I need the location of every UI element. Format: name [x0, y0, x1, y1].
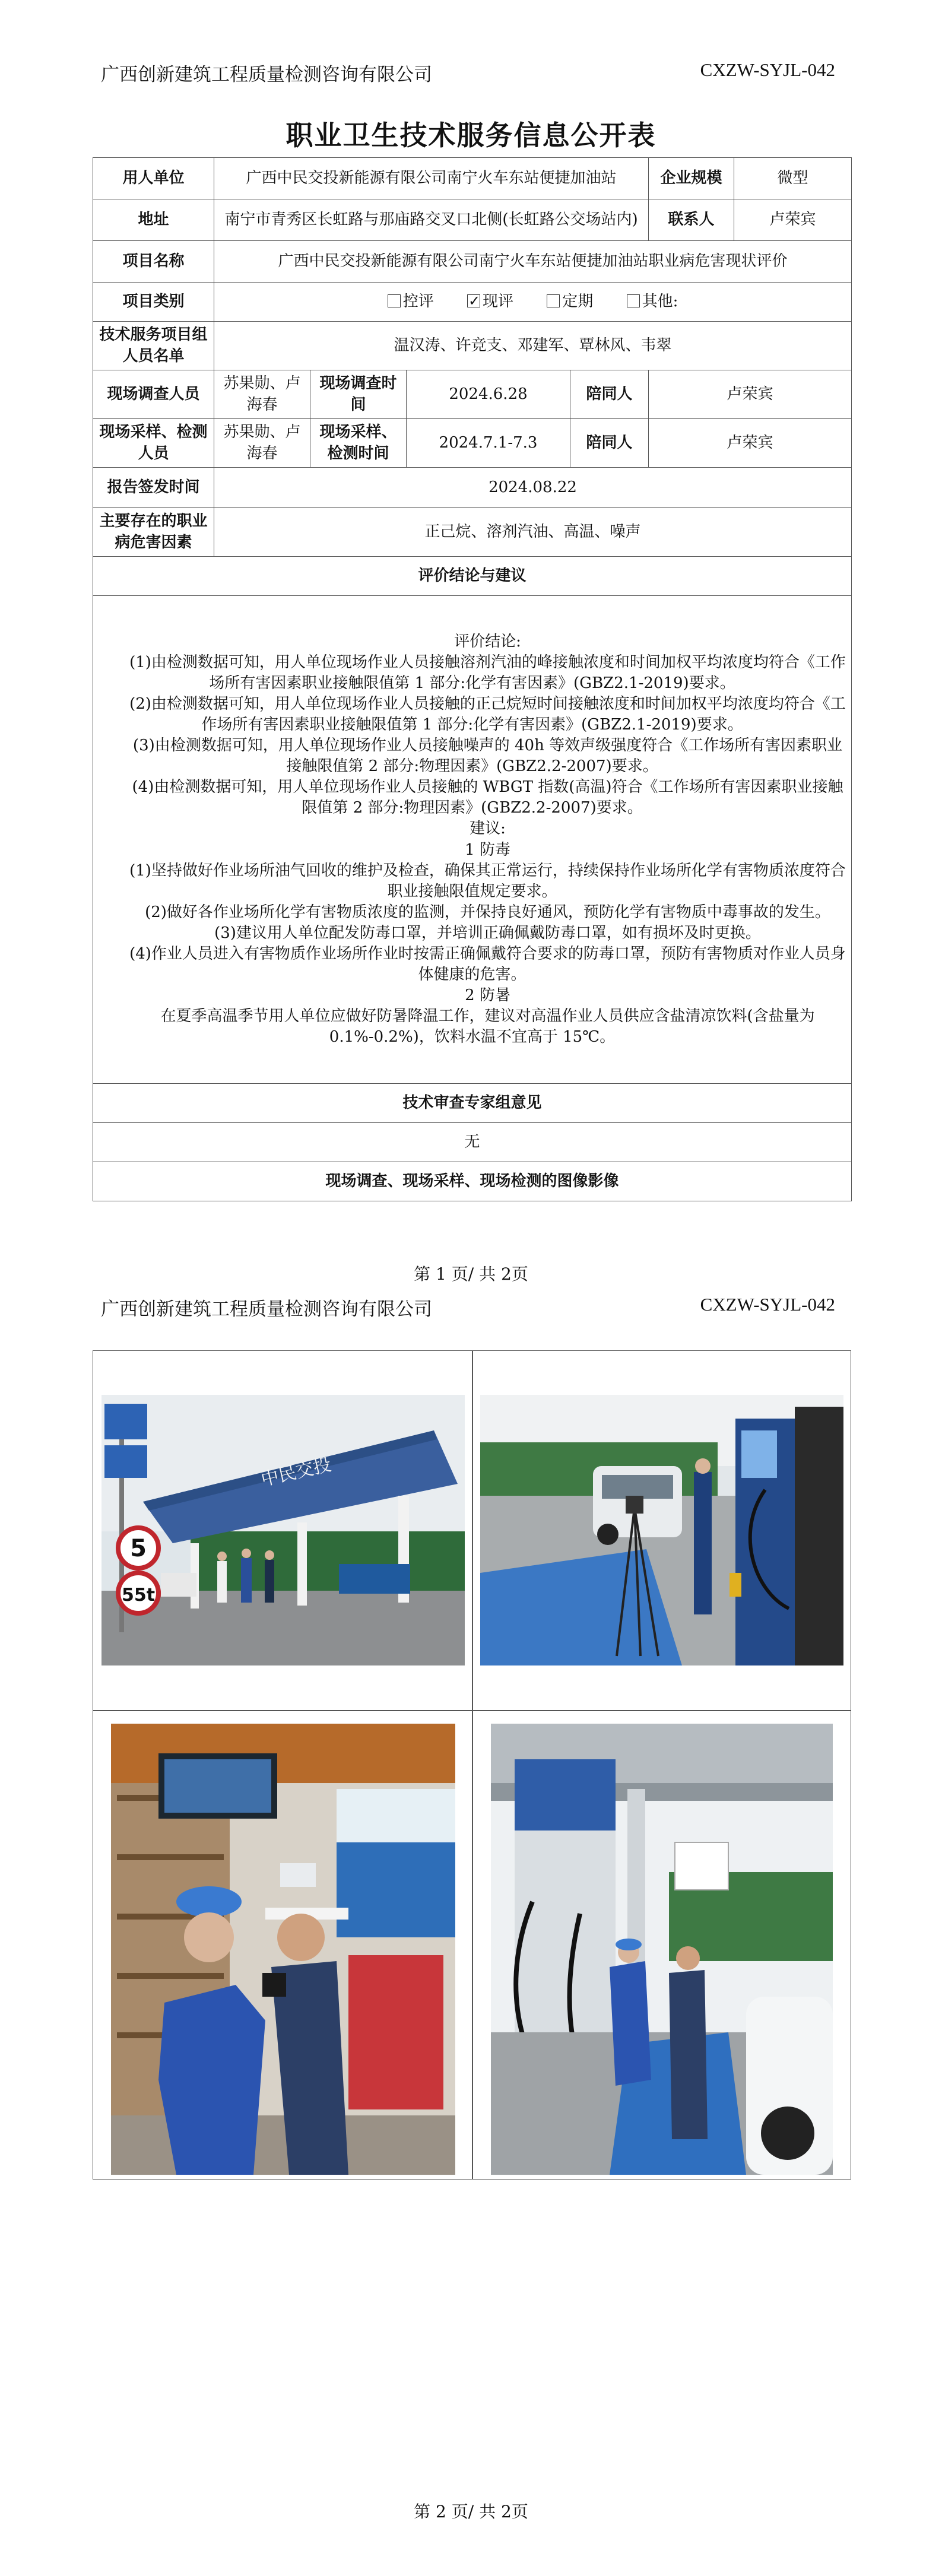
report-date-label: 报告签发时间 — [93, 468, 214, 508]
hazards-value: 正己烷、溶剂汽油、高温、噪声 — [214, 508, 852, 557]
photo-store-measurement — [111, 1724, 455, 2175]
project-value: 广西中民交投新能源有限公司南宁火车东站便捷加油站职业病危害现状评价 — [214, 241, 852, 283]
header-code: CXZW-SYJL-042 — [700, 1294, 835, 1315]
suggestion-subheading: 2 防暑 — [465, 986, 510, 1005]
address-value: 南宁市青秀区长虹路与那庙路交叉口北侧(长虹路公交场站内) — [214, 199, 649, 241]
photo-grid — [93, 1350, 851, 2180]
document-title: 职业卫生技术服务信息公开表 — [286, 119, 656, 151]
photo-gas-station-exterior — [102, 1395, 465, 1665]
report-date-value: 2024.08.22 — [214, 468, 852, 508]
checkbox-icon — [547, 294, 560, 307]
contact-value: 卢荣宾 — [734, 199, 852, 241]
page-footer-1: 第 1 页/ 共 2页 — [414, 1264, 528, 1284]
header-code: CXZW-SYJL-042 — [700, 59, 835, 80]
suggestion-line: 在夏季高温季节用人单位应做好防暑降温工作，建议对高温作业人员供应含盐清凉饮料(含盐量为 0.1%-0.2%)，饮料水温不宜高于 15℃。 — [160, 1007, 815, 1046]
grid-divider — [93, 1710, 851, 1711]
suggestion-subheading: 1 防毒 — [465, 840, 510, 859]
survey-staff-value: 苏果勋、卢海春 — [214, 370, 310, 419]
category-option-kongping[interactable]: 控评 — [388, 293, 434, 310]
escort-value: 卢荣宾 — [649, 370, 852, 419]
sampling-time-value: 2024.7.1-7.3 — [407, 419, 570, 468]
scale-label: 企业规模 — [649, 158, 734, 199]
survey-time-label: 现场调查时间 — [310, 370, 407, 419]
speed-limit-sign-text: 5 — [130, 1535, 147, 1562]
conclusion-heading: 评价结论与建议 — [93, 557, 852, 596]
team-label: 技术服务项目组人员名单 — [93, 322, 214, 370]
page-footer-2: 第 2 页/ 共 2页 — [414, 2502, 528, 2521]
escort2-label: 陪同人 — [570, 419, 649, 468]
category-option-other[interactable]: 其他: — [627, 293, 678, 310]
checkbox-icon — [388, 294, 401, 307]
conclusion-body — [93, 596, 852, 1084]
scale-value: 微型 — [734, 158, 852, 199]
category-label: 项目类别 — [93, 283, 214, 322]
employer-label: 用人单位 — [93, 158, 214, 199]
expert-value: 无 — [93, 1123, 852, 1162]
conclusion-line: (2)由检测数据可知，用人单位现场作业人员接触的正己烷短时间接触浓度和时间加权平均浓度均符合《工作场所有害因素职业接触限值第 1 部分:化学有害因素》(GBZ2.1-2019)要求。 — [129, 694, 846, 734]
conclusion-line: 评价结论: — [454, 632, 521, 651]
sampling-staff-value: 苏果勋、卢海春 — [214, 419, 310, 468]
escort-label: 陪同人 — [570, 370, 649, 419]
header-company: 广西创新建筑工程质量检测咨询有限公司 — [101, 1299, 432, 1320]
weight-limit-sign-text: 55t — [121, 1585, 156, 1606]
address-label: 地址 — [93, 199, 214, 241]
survey-staff-label: 现场调查人员 — [93, 370, 214, 419]
hazards-label: 主要存在的职业病危害因素 — [93, 508, 214, 557]
images-heading: 现场调查、现场采样、现场检测的图像影像 — [93, 1162, 852, 1201]
suggestion-line: (1)坚持做好作业场所油气回收的维护及检查，确保其正常运行，持续保持作业场所化学有害物质浓度符合职业接触限值规定要求。 — [129, 861, 846, 900]
header-company: 广西创新建筑工程质量检测咨询有限公司 — [101, 64, 432, 85]
suggestion-line: (2)做好各作业场所化学有害物质浓度的监测，并保持良好通风，预防化学有害物质中毒事故的发生。 — [145, 903, 830, 921]
category-options — [214, 283, 852, 322]
contact-label: 联系人 — [649, 199, 734, 241]
sampling-staff-label: 现场采样、检测人员 — [93, 419, 214, 468]
category-option-dingqi[interactable]: 定期 — [547, 293, 593, 310]
photo-sampling-at-pump — [480, 1395, 843, 1665]
escort2-value: 卢荣宾 — [649, 419, 852, 468]
grid-divider — [472, 1351, 473, 2179]
info-table — [93, 157, 852, 1201]
category-option-xianping[interactable]: ✓ 现评 — [467, 293, 513, 310]
canopy-sign-text: 中民交投 — [259, 1454, 334, 1491]
employer-value: 广西中民交投新能源有限公司南宁火车东站便捷加油站 — [214, 158, 649, 199]
checkbox-checked-icon — [467, 294, 480, 307]
suggestion-line: (4)作业人员进入有害物质作业场所作业时按需正确佩戴符合要求的防毒口罩，预防有害物质对作业人员身体健康的危害。 — [129, 944, 846, 984]
conclusion-line: (4)由检测数据可知，用人单位现场作业人员接触的 WBGT 指数(高温)符合《工作场所有害因素职业接触限值第 2 部分:物理因素》(GBZ2.2-2007)要求。 — [132, 778, 843, 817]
team-value: 温汉涛、许竞支、邓建军、覃林风、韦翠 — [214, 322, 852, 370]
expert-heading: 技术审查专家组意见 — [93, 1084, 852, 1123]
checkbox-icon — [627, 294, 640, 307]
photo-pump-workers — [491, 1724, 833, 2175]
survey-time-value: 2024.6.28 — [407, 370, 570, 419]
project-label: 项目名称 — [93, 241, 214, 283]
suggestion-line: (3)建议用人单位配发防毒口罩，并培训正确佩戴防毒口罩，如有损坏及时更换。 — [214, 924, 761, 942]
conclusion-line: (1)由检测数据可知，用人单位现场作业人员接触溶剂汽油的峰接触浓度和时间加权平均浓度均符合《工作场所有害因素职业接触限值第 1 部分:化学有害因素》(GBZ2.1-2019)要求。 — [129, 653, 846, 692]
suggestion-heading: 建议: — [470, 820, 506, 838]
sampling-time-label: 现场采样、检测时间 — [310, 419, 407, 468]
conclusion-line: (3)由检测数据可知，用人单位现场作业人员接触噪声的 40h 等效声级强度符合《工作场所有害因素职业接触限值第 2 部分:物理因素》(GBZ2.2-2007)要求。 — [132, 737, 843, 776]
